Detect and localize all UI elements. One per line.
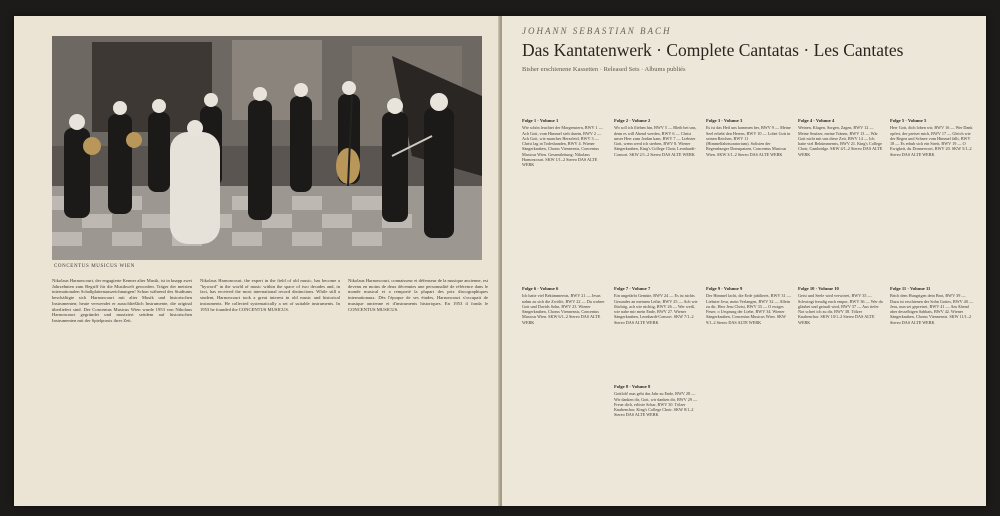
volume-grid: [522, 118, 977, 496]
composer-name: JOHANN SEBASTIAN BACH: [522, 26, 672, 36]
volume-text: Brich dem Hungrigen dein Brot, BWV 39 — Dazu ist erschienen der Sohn Gottes, BWV 40 — Jesu, nun sei gepreiset, BWV 41 — Am Abend aber desselbigen Sabbats, BWV 42. Wiener Sängerknaben, Chorus Viennensis. SKW 11/1–2 Stereo DAS ALTE WERK: [890, 293, 974, 325]
volume-text: Geist und Seele wird verwirret, BWV 35 — Schwingt freudig euch empor, BWV 36 — Wer da gläubet und getauft wird, BWV 37 — Aus tiefer Not schrei ich zu dir, BWV 38. Tölzer Knabenchor. SKW 10/1–2 Stereo DAS ALTE WERK: [798, 293, 883, 325]
volume-label: Folge 11 · Volume 11: [890, 286, 931, 291]
volume-text: Weinen, Klagen, Sorgen, Zagen, BWV 12 — Meine Seufzer, meine Tränen, BWV 13 — Wär Gott nicht mit uns diese Zeit, BWV 14 — Ich hatte viel Bekümmernis, BWV 21. King's College Choir, Cambridge. SKW 4/1–2 Stereo DAS ALTE WERK: [798, 125, 883, 157]
volume-label: Folge 2 · Volume 2: [614, 118, 651, 123]
paragraph: Nikolaus Harnoncourt, connaisseur et défenseur de la musique ancienne, est devenu en moins de deux décennies une personnalité de référence dans le monde musical et a remporté la plupart des prix discographiques internationaux. Dès l'époque de ses études, Harnoncourt s'occupait de musique ancienne et d'instruments historiques. En 1953 il fonda le CONCENTUS MUSICUS.: [348, 278, 488, 312]
volume-entry: [522, 118, 607, 268]
volume-label: Folge 7 · Volume 7: [614, 286, 651, 291]
paragraph: Nikolaus Harnoncourt, der engagierte Kenner alter Musik, ist in knapp zwei Jahrzehnten zum Begriff für die Musikwelt geworden. Träger der meisten internationalen Schallplattenauszeichnungen! Schon während des Studiums beschäftigte sich Harnoncourt mit alter Musik und historischen Instrumenten; heute verwendet er ausschließlich Instrumente, die original überliefert sind. Der Concentus Musicus Wien wurde 1953 von Nikolaus Harnoncourt gegründet und musiziert seitdem auf historischen Instrumenten mit der Spielpraxis ihrer Zeit.: [52, 278, 192, 323]
album-spread: [14, 16, 986, 506]
volume-entry: [706, 286, 791, 486]
volume-label: Folge 4 · Volume 4: [798, 118, 835, 123]
volume-entry: [890, 118, 975, 268]
volume-text: Wie schön leuchtet der Morgenstern, BWV 1 — Ach Gott, vom Himmel sieh darein, BWV 2 — Ach Gott, wie manches Herzeleid, BWV 3 — Christ lag in Todesbanden, BWV 4. Wiener Sängerknaben, Chorus Viennensis, Concentus Musicus Wien. Gesamtleitung: Nikolaus Harnoncourt. SKW 1/1–2 Stereo DAS ALTE WERK: [522, 125, 603, 168]
volume-entry: [614, 118, 699, 268]
page-subtitle: Bisher erschienene Kassetten · Released Sets · Albums publiés: [522, 66, 686, 73]
volume-entry: [798, 118, 883, 268]
volume-entry: [706, 118, 791, 268]
volume-entry: [614, 286, 699, 378]
volume-label: Folge 8 · Volume 8: [614, 384, 651, 389]
volume-text: Wo soll ich fliehen hin, BWV 5 — Bleib bei uns, denn es will Abend werden, BWV 6 — Christ unser Herr zum Jordan kam, BWV 7 — Liebster Gott, wenn werd ich sterben, BWV 8. Wiener Sängerknaben, King's College Choir, Leonhardt-Consort. SKW 2/1–2 Stereo DAS ALTE WERK: [614, 125, 697, 157]
ensemble-photo: [52, 36, 482, 260]
volume-entry: [614, 384, 699, 484]
volume-label: Folge 10 · Volume 10: [798, 286, 839, 291]
volume-text: Herr Gott, dich loben wir, BWV 16 — Wer Dank opfert, der preiset mich, BWV 17 — Gleich wie der Regen und Schnee vom Himmel fällt, BWV 18 — Es erhub sich ein Streit, BWV 19 — O Ewigkeit, du Donnerwort, BWV 20. SKW 5/1–2 Stereo DAS ALTE WERK: [890, 125, 973, 157]
left-page: [14, 16, 500, 506]
volume-label: Folge 1 · Volume 1: [522, 118, 559, 123]
photo-caption: CONCENTUS MUSICUS WIEN: [54, 264, 135, 269]
ensemble-photo-image: [52, 36, 482, 260]
volume-entry: [798, 286, 883, 486]
right-page: [502, 16, 986, 506]
text-column-french: [348, 278, 488, 493]
volume-text: Ich hatte viel Bekümmernis, BWV 21 — Jesus nahm zu sich die Zwölfe, BWV 22 — Du wahrer Gott und Davids Sohn, BWV 23. Wiener Sängerknaben, Chorus Viennensis, Concentus Musicus Wien. SKW 6/1–2 Stereo DAS ALTE WERK: [522, 293, 605, 325]
volume-label: Folge 3 · Volume 3: [706, 118, 743, 123]
volume-entry: [890, 286, 975, 486]
volume-text: Ein ungefärbt Gemüte, BWV 24 — Es ist nichts Gesundes an meinem Leibe, BWV 25 — Ach wie flüchtig, ach wie nichtig, BWV 26 — Wer weiß, wie nahe mir mein Ende, BWV 27. Wiener Sängerknaben, Leonhardt-Consort. SKW 7/1–2 Stereo DAS ALTE WERK: [614, 293, 698, 325]
paragraph: Nikolaus Harnoncourt, the expert in the field of old music, has become a "byword" in the world of music within the space of two decades and, in fact, has received the most international record distinctions. While still a student, Harnoncourt took a great interest in old music and historical instruments. He collected systematically a set of suitable instruments. In 1953 he founded the CONCENTUS MUSICUS.: [200, 278, 340, 312]
volume-text: Der Himmel lacht, die Erde jubilieret, BWV 31 — Liebster Jesu, mein Verlangen, BWV 32 — Allein zu dir, Herr Jesu Christ, BWV 33 — O ewiges Feuer, o Ursprung der Liebe, BWV 34. Wiener Sängerknaben, Concentus Musicus Wien. SKW 9/1–2 Stereo DAS ALTE WERK: [706, 293, 791, 325]
text-column-german: [52, 278, 192, 493]
volume-label: Folge 9 · Volume 9: [706, 286, 743, 291]
volume-text: Gottlob! nun geht das Jahr zu Ende, BWV 28 — Wir danken dir, Gott, wir danken dir, BWV 29 — Freue dich, erlöste Schar, BWV 30. Tölzer Knabenchor, King's College Choir. SKW 8/1–2 Stereo DAS ALTE WERK: [614, 391, 698, 418]
volume-text: Es ist das Heil uns kommen her, BWV 9 — Meine Seel erhebt den Herren, BWV 10 — Lobet Gott in seinen Reichen, BWV 11 (Himmelfahrtsoratorium). Solisten der Regensburger Domspatzen, Concentus Musicus Wien. SKW 3/1–2 Stereo DAS ALTE WERK: [706, 125, 791, 157]
volume-label: Folge 6 · Volume 6: [522, 286, 559, 291]
page-title: Das Kantatenwerk · Complete Cantatas · Les Cantates: [522, 40, 904, 60]
volume-entry: [522, 286, 607, 486]
volume-label: Folge 5 · Volume 5: [890, 118, 927, 123]
text-column-english: [200, 278, 340, 493]
